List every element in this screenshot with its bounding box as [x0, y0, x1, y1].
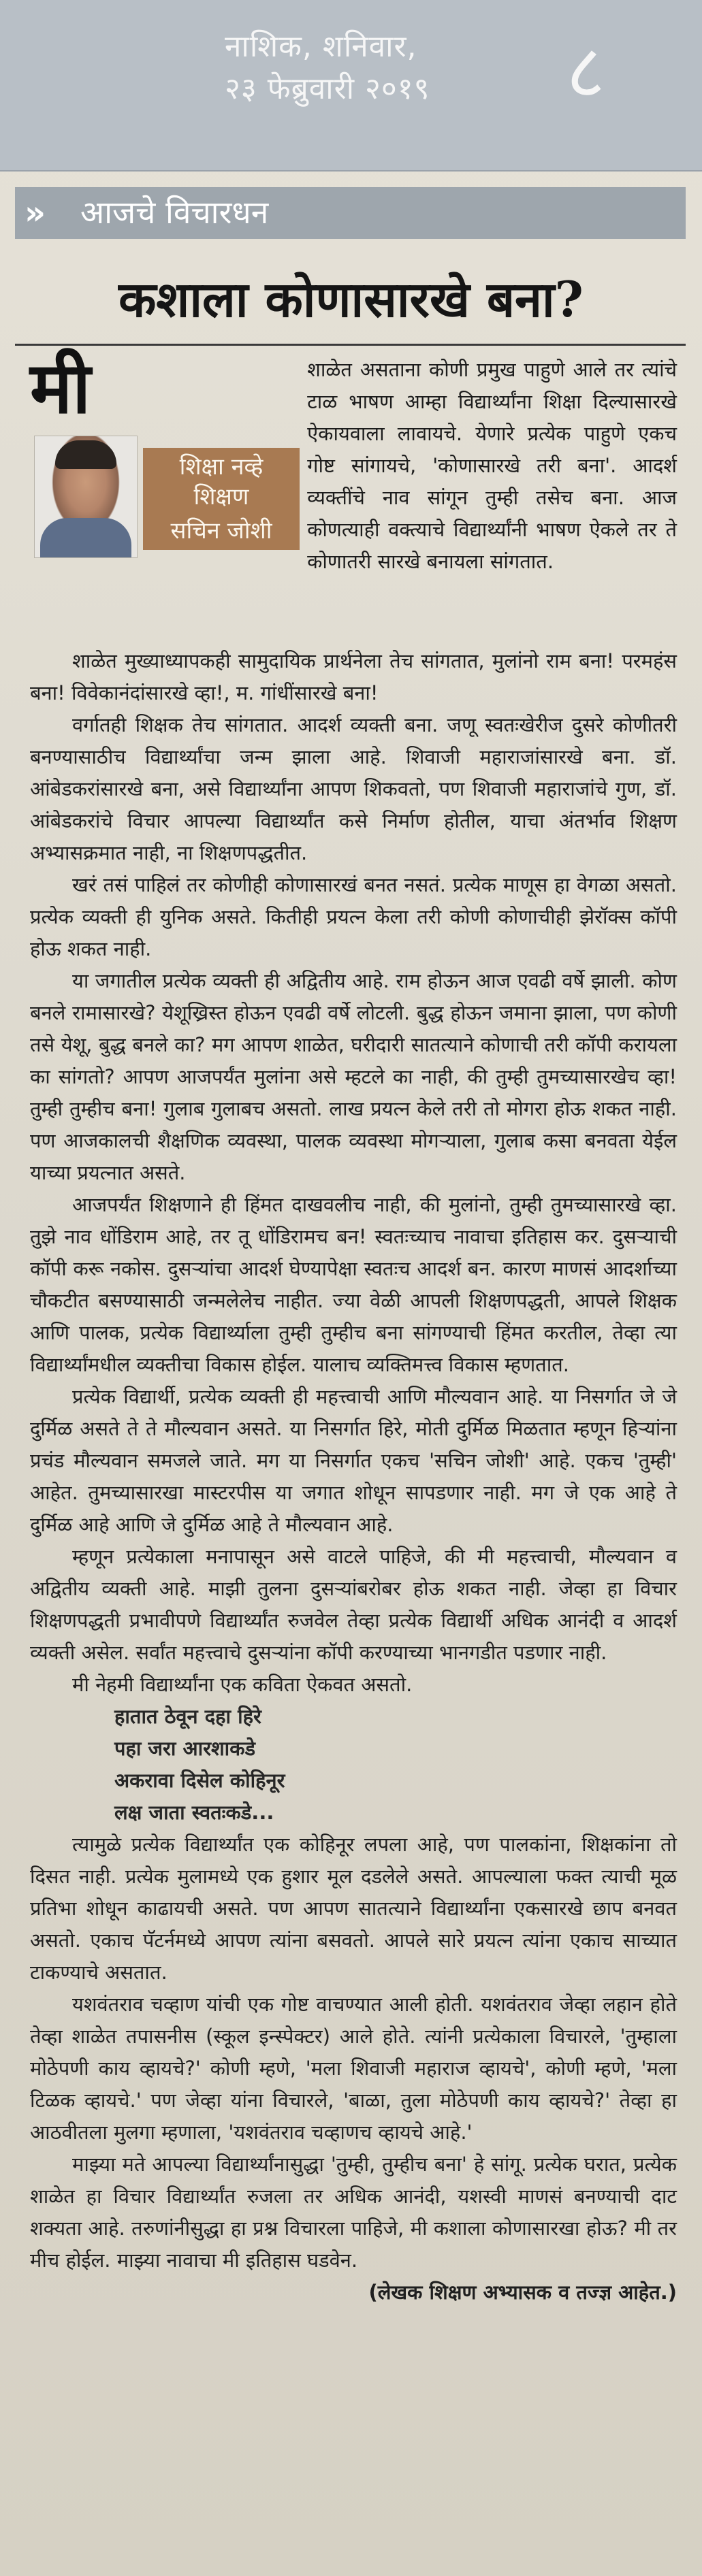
paragraph: प्रत्येक विद्यार्थी, प्रत्येक व्यक्ती ही महत्त्वाची आणि मौल्यवान आहे. या निसर्गात जे जे दुर्मिळ असते ते ते मौल्यवान असते. या निसर्गात हिरे, मोती दुर्मिळ मिळतात म्हणून हिऱ्यांना प्रचंड मौल्यवान समजले जाते. मग या निसर्गात एकच 'सचिन जोशी' आहे. एकच 'तुम्ही' आहेत. तुमच्यासारखा मास्टरपीस या जगात शोधून सापडणार नाही. मग जे एक आहे ते दुर्मिळ आहे आणि जे दुर्मिळ आहे ते मौल्यवान आहे.: [30, 1385, 677, 1536]
poem-line: अकरावा दिसेल कोहिनूर: [114, 1769, 285, 1792]
dateline-place-day: नाशिक, शनिवार,: [225, 29, 417, 64]
author-photo: [34, 436, 138, 558]
page-number: ८: [566, 28, 605, 115]
paragraph: या जगातील प्रत्येक व्यक्ती ही अद्वितीय आहे. राम होऊन आज एवढी वर्षे झाली. कोण बनले रामासारखे? येशूख्रिस्त होऊन एवढी वर्षे लोटली. बुद्ध होऊन जमाना झाला, पण कोणी तसे येशू, बुद्ध बनले का? मग आपण शाळेत, घरीदारी सातत्याने कोणाची तरी कॉपी करायला का सांगतो? आपण आजपर्यंत मुलांना असे म्हटले का नाही, की तुम्ही तुमच्यासारखेच व्हा! तुम्ही तुम्हीच बना! गुलाब गुलाबच असतो. लाख प्रयत्न केले तरी तो मोगरा होऊ शकत नाही. पण आजकालची शैक्षणिक व्यवस्था, पालक व्यवस्था मोगऱ्याला, गुलाब कसा बनवता येईल याच्या प्रयत्नात असते.: [30, 969, 677, 1184]
section-label: आजचे विचारधन: [80, 194, 269, 231]
article-body: [30, 645, 677, 2309]
headline-rule: [15, 344, 686, 346]
article-headline: कशाला कोणासारखे बना?: [118, 270, 584, 328]
column-author-box: [34, 436, 300, 558]
drop-cap: मी: [30, 346, 91, 429]
paragraph: शाळेत मुख्याध्यापकही सामुदायिक प्रार्थनेला तेच सांगतात, मुलांनो राम बना! परमहंस बना! विवेकानंदांसारखे व्हा!, म. गांधींसारखे बना!: [30, 649, 677, 704]
masthead: [0, 0, 702, 172]
dateline-date: २३ फेब्रुवारी २०१९: [225, 71, 430, 106]
poem-line: हातात ठेवून दहा हिरे: [114, 1705, 261, 1728]
paragraph: खरं तसं पाहिलं तर कोणीही कोणासारखं बनत नसतं. प्रत्येक माणूस हा वेगळा असतो. प्रत्येक व्यक्ती ही युनिक असते. कितीही प्रयत्न केला तरी कोणी कोणाचीही झेरॉक्स कॉपी होऊ शकत नाही.: [30, 873, 677, 960]
paragraph: त्यामुळे प्रत्येक विद्यार्थ्यांत एक कोहिनूर लपला आहे, पण पालकांना, शिक्षकांना तो दिसत नाही. प्रत्येक मुलामध्ये एक हुशार मूल दडलेले असते. आपल्याला फक्त त्याची मूळ प्रतिभा शोधून काढायची असते. पण आपण सातत्याने विद्यार्थ्यांना एकसारखे छाप बनवत असतो. एकाच पॅटर्नमध्ये आपण त्यांना बसवतो. आपले सारे प्रयत्न त्यांना एकाच साच्यात टाकण्याचे असतात.: [30, 1833, 677, 1984]
poem: [30, 1701, 677, 1829]
poem-line: लक्ष जाता स्वतःकडे...: [114, 1801, 274, 1824]
author-name: सचिन जोशी: [170, 517, 272, 544]
poem-line: पहा जरा आरशाकडे: [114, 1737, 255, 1760]
paragraph: वर्गातही शिक्षक तेच सांगतात. आदर्श व्यक्ती बना. जणू स्वतःखेरीज दुसरे कोणीतरी बनण्यासाठीच विद्यार्थ्यांचा जन्म झाला आहे. शिवाजी महाराजांसारखे बना. डॉ. आंबेडकरांसारखे बना, असे विद्यार्थ्यांना आपण शिकवतो, पण शिवाजी महाराजांचे गुण, डॉ. आंबेडकरांचे विचार आपल्या विद्यार्थ्यांत कसे निर्माण होतील, याचा अंतर्भाव शिक्षण अभ्यासक्रमात नाही, ना शिक्षणपद्धतीत.: [30, 713, 677, 864]
paragraph: यशवंतराव चव्हाण यांची एक गोष्ट वाचण्यात आली होती. यशवंतराव जेव्हा लहान होते तेव्हा शाळेत तपासनीस (स्कूल इन्स्पेक्टर) आले होते. त्यांनी प्रत्येकाला विचारले, 'तुम्हाला मोठेपणी काय व्हायचे?' कोणी म्हणे, 'मला शिवाजी महाराज व्हायचे', कोणी म्हणे, 'मला टिळक व्हायचे.' पण जेव्हा यांना विचारले, 'बाळा, तुला मोठेपणी काय व्हायचे?' तेव्हा हा आठवीतला मुलगा म्हणाला, 'यशवंतराव चव्हाणच व्हायचे आहे.': [30, 1993, 677, 2144]
paragraph: म्हणून प्रत्येकाला मनापासून असे वाटले पाहिजे, की मी महत्त्वाची, मौल्यवान व अद्वितीय व्यक्ती आहे. माझी तुलना दुसऱ्यांबरोबर होऊ शकत नाही. जेव्हा हा विचार शिक्षणपद्धती प्रभावीपणे विद्यार्थ्यांत रुजवेल तेव्हा प्रत्येक विद्यार्थी अधिक आनंदी व आदर्श व्यक्ती असेल. सर्वांत महत्त्वाचे दुसऱ्यांना कॉपी करण्याच्या भानगडीत पडणार नाही.: [30, 1545, 677, 1664]
double-chevron-right-icon: »: [25, 194, 42, 232]
paragraph: माझ्या मते आपल्या विद्यार्थ्यांनासुद्धा 'तुम्ही, तुम्हीच बना' हे सांगू. प्रत्येक घरात, प्रत्येक शाळेत हा विचार विद्यार्थ्यांत रुजला तर अधिक आनंदी, यशस्वी माणसं बनण्याची दाट शक्यता आहे. तरुणांनीसुद्धा हा प्रश्न विचारला पाहिजे, मी कशाला कोणासारखा होऊ? मी तर मीच होईल. माझ्या नावाचा मी इतिहास घडवेन.: [30, 2153, 677, 2272]
paragraph: मी नेहमी विद्यार्थ्यांना एक कविता ऐकवत असतो.: [72, 1673, 413, 1696]
column-title-panel: [143, 448, 300, 550]
dateline: [225, 26, 511, 110]
author-credit: (लेखक शिक्षण अभ्यासक व तज्ज्ञ आहेत.): [368, 2281, 677, 2304]
section-banner: [15, 187, 686, 239]
intro-text: शाळेत असताना कोणी प्रमुख पाहुणे आले तर त्यांचे टाळ भाषण आम्हा विद्यार्थ्यांना शिक्षा दिल्यासारखे ऐकायवाला लावायचे. येणारे प्रत्येक पाहुणे एकच गोष्ट सांगायचे, 'कोणासारखे तरी बना'. आदर्श व्यक्तींचे नाव सांगून तुम्ही तसेच बना. आज कोणत्याही वक्त्याचे विद्यार्थ्यांनी भाषण ऐकले तर ते कोणातरी सारखे बनायला सांगतात.: [307, 358, 677, 573]
column-title: शिक्षा नव्हे शिक्षण: [179, 453, 264, 510]
paragraph: आजपर्यंत शिक्षणाने ही हिंमत दाखवलीच नाही, की मुलांनो, तुम्ही तुमच्यासारखे व्हा. तुझे नाव धोंडिराम आहे, तर तू धोंडिरामच बन! स्वतःच्याच नावाचा इतिहास कर. दुसऱ्याची कॉपी करू नकोस. दुसऱ्यांचा आदर्श घेण्यापेक्षा स्वतःच आदर्श बन. कारण माणसं आदर्शाच्या चौकटीत बसण्यासाठी जन्मलेलेच नाहीत. ज्या वेळी आपली शिक्षणपद्धती, आपले शिक्षक आणि पालक, प्रत्येक विद्यार्थ्याला तुम्ही तुम्हीच बना सांगण्याची हिंमत करतील, तेव्हा त्या विद्यार्थ्यांमधील व्यक्तीचा विकास होईल. यालाच व्यक्तिमत्त्व विकास म्हणतात.: [30, 1193, 677, 1376]
